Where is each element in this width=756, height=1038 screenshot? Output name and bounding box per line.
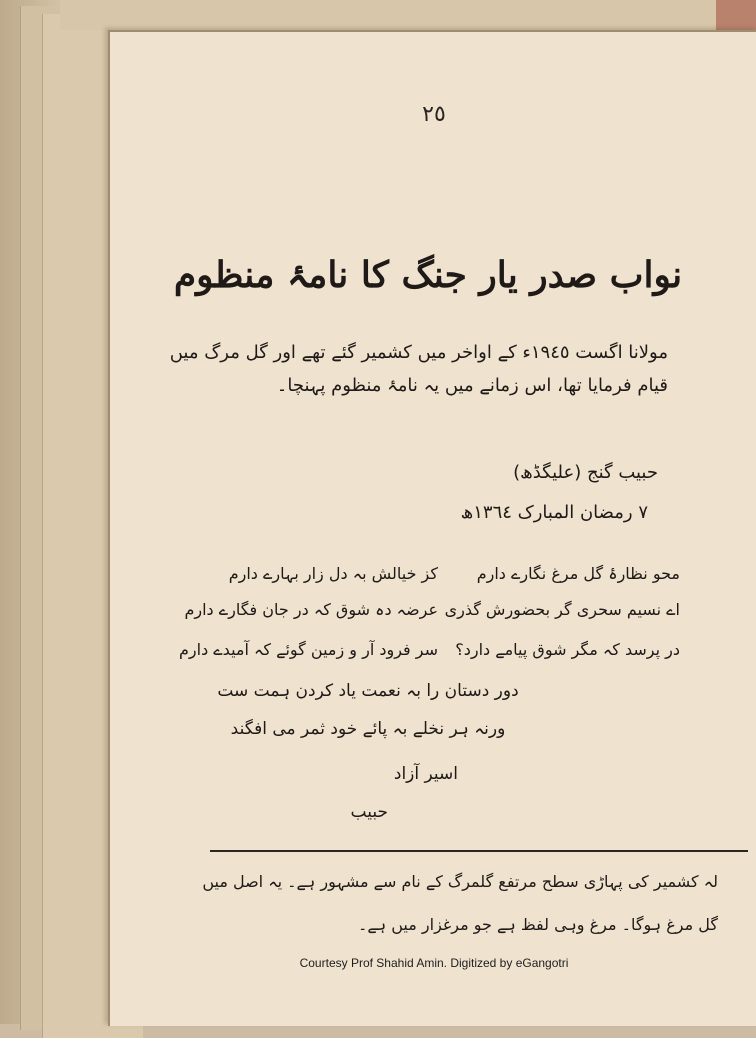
footnote-divider bbox=[210, 850, 748, 852]
verse-line: در پرسد کہ مگر شوق پیامے دارد؟ bbox=[455, 640, 680, 659]
verse-line: اے نسیم سحری گر بحضورش گذری bbox=[444, 600, 680, 619]
verse-line: ورنہ ہر نخلے بہ پائے خود ثمر می افگند bbox=[230, 719, 506, 739]
page-number: ٢٥ bbox=[422, 102, 446, 127]
footnote-line: گل مرغ ہوگا۔ مرغ وہی لفظ ہے جو مرغزار میں ہے۔ bbox=[358, 915, 718, 934]
digitization-credit: Courtesy Prof Shahid Amin. Digitized by eGangotri bbox=[299, 956, 569, 970]
footnote-line: لہ کشمیر کی پہاڑی سطح مرتفع گلمرگ کے نام سے مشہور ہے۔ یہ اصل میں bbox=[202, 872, 718, 891]
letter-place: حبیب گنج (علیگڈھ) bbox=[513, 462, 658, 483]
signature: اسیر آزاد bbox=[393, 764, 458, 784]
intro-line: مولانا اگست ١٩٤٥ء کے اواخر میں کشمیر گئے تھے اور گل مرگ میں bbox=[169, 342, 668, 363]
letter-date: ۷ رمضان المبارک ١٣٦٤ھ bbox=[460, 502, 648, 523]
verse-line: دور دستان را بہ نعمت یاد کردن ہمت ست bbox=[217, 681, 519, 701]
page-title: نواب صدر یار جنگ کا نامۂ منظوم bbox=[173, 254, 683, 296]
document-page bbox=[108, 30, 756, 1026]
verse-line: سر فرود آر و زمین گوئے کہ آمیدے دارم bbox=[179, 640, 438, 659]
intro-line: قیام فرمایا تھا، اس زمانے میں یہ نامۂ منظوم پہنچا۔ bbox=[276, 375, 668, 396]
verse-line: عرضہ دہ شوق کہ در جان فگارے دارم bbox=[184, 600, 438, 619]
signature: حبیب bbox=[350, 802, 388, 822]
page-top-edge bbox=[60, 0, 756, 30]
cover-edge bbox=[716, 0, 756, 30]
verse-line: کز خیالش بہ دل زار بہارے دارم bbox=[228, 564, 438, 583]
verse-line: محو نظارۂ گل مرغ نگارے دارم bbox=[476, 564, 680, 583]
